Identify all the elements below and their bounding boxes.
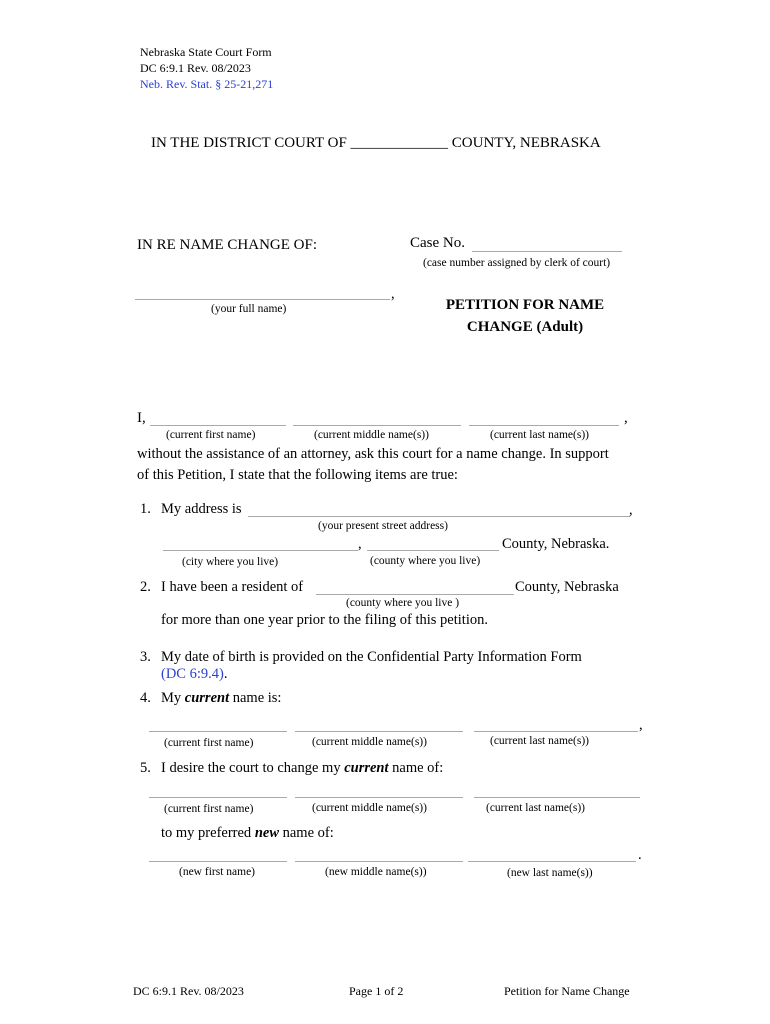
full-name-hint: (your full name) — [211, 303, 287, 315]
new-first-name-field[interactable] — [149, 861, 287, 862]
current-middle-name-field[interactable] — [295, 731, 463, 732]
current-first-name-field[interactable] — [149, 731, 287, 732]
item2-text2: for more than one year prior to the filing of this petition. — [161, 612, 488, 628]
item2-number: 2. — [140, 579, 151, 595]
case-no-label: Case No. — [410, 235, 465, 251]
intro-line1: without the assistance of an attorney, ask this court for a name change. In support — [137, 446, 609, 462]
street-address-hint: (your present street address) — [318, 520, 448, 532]
item5-text — [161, 760, 443, 777]
item4-current-emph: current — [184, 690, 230, 706]
court-heading — [151, 135, 601, 152]
item4-post: name is: — [232, 690, 282, 706]
item3-period: . — [223, 666, 228, 682]
intro-first-hint: (current first name) — [166, 429, 256, 441]
resident-county-field[interactable] — [316, 594, 514, 595]
item2-county-suffix: County, Nebraska — [515, 579, 619, 595]
footer-page-number: Page 1 of 2 — [349, 984, 404, 998]
city-hint: (city where you live) — [182, 556, 279, 568]
item1-comma: , — [629, 502, 633, 518]
form-revision: DC 6:9.1 Rev. 08/2023 — [140, 61, 251, 75]
case-no-hint: (case number assigned by clerk of court) — [423, 257, 611, 269]
county-blank[interactable]: _____________ — [350, 135, 449, 151]
item4-number: 4. — [140, 690, 151, 706]
intro-middle-hint: (current middle name(s)) — [314, 429, 429, 441]
change-last-name-field[interactable] — [474, 797, 640, 798]
item3-number: 3. — [140, 649, 151, 665]
change-first-name-field[interactable] — [149, 797, 287, 798]
county-field[interactable] — [367, 550, 499, 551]
resident-county-hint: (county where you live ) — [346, 597, 460, 609]
item1-text: My address is — [161, 501, 242, 517]
intro-pronoun: I, — [137, 410, 146, 426]
item5-pre: I desire the court to change my — [161, 760, 341, 776]
new-first-hint: (new first name) — [179, 866, 255, 878]
court-prefix: IN THE DISTRICT COURT OF — [151, 135, 347, 151]
item1-county-suffix: County, Nebraska. — [502, 536, 610, 552]
new-name-text — [161, 825, 334, 842]
item1-number: 1. — [140, 501, 151, 517]
new-last-name-field[interactable] — [468, 861, 636, 862]
intro-middle-name-field[interactable] — [293, 425, 461, 426]
item3-text: My date of birth is provided on the Confidential Party Information Form — [161, 649, 582, 665]
item5-number: 5. — [140, 760, 151, 776]
intro-line2: of this Petition, I state that the following items are true: — [137, 467, 458, 483]
intro-first-name-field[interactable] — [150, 425, 286, 426]
new-name-emph: new — [254, 825, 279, 841]
new-name-period: . — [638, 847, 642, 863]
full-name-field[interactable] — [135, 299, 390, 300]
item4-comma: , — [639, 717, 643, 733]
street-address-field[interactable] — [248, 516, 630, 517]
item4-text — [161, 690, 281, 707]
new-middle-hint: (new middle name(s)) — [325, 866, 427, 878]
item5-last-hint: (current last name(s)) — [486, 802, 585, 814]
footer-form-rev: DC 6:9.1 Rev. 08/2023 — [133, 984, 244, 998]
item4-last-hint: (current last name(s)) — [490, 735, 589, 747]
petition-title-line2: CHANGE (Adult) — [466, 319, 584, 335]
change-middle-name-field[interactable] — [295, 797, 463, 798]
city-comma: , — [358, 536, 362, 552]
form-name: Nebraska State Court Form — [140, 45, 272, 59]
new-name-pre: to my preferred — [161, 825, 252, 841]
in-re-label: IN RE NAME CHANGE OF: — [137, 237, 317, 253]
current-last-name-field[interactable] — [474, 731, 638, 732]
new-last-hint: (new last name(s)) — [507, 867, 593, 879]
dc-6-9-4-link[interactable]: (DC 6:9.4) — [161, 666, 224, 682]
item2-text: I have been a resident of — [161, 579, 304, 595]
new-middle-name-field[interactable] — [295, 861, 463, 862]
item4-middle-hint: (current middle name(s)) — [312, 736, 427, 748]
city-field[interactable] — [163, 550, 358, 551]
item4-pre: My — [161, 690, 182, 706]
item5-current-emph: current — [344, 760, 389, 776]
case-no-field[interactable] — [472, 251, 622, 252]
item5-middle-hint: (current middle name(s)) — [312, 802, 427, 814]
footer-title: Petition for Name Change — [504, 984, 630, 998]
petition-title-line1: PETITION FOR NAME — [445, 297, 605, 313]
intro-last-hint: (current last name(s)) — [490, 429, 589, 441]
county-hint: (county where you live) — [370, 555, 481, 567]
item3-link-wrap — [161, 666, 227, 683]
full-name-comma: , — [391, 286, 395, 302]
item5-post: name of: — [392, 760, 444, 776]
intro-last-name-field[interactable] — [469, 425, 619, 426]
intro-comma: , — [624, 410, 628, 426]
court-suffix: COUNTY, NEBRASKA — [451, 135, 601, 151]
statute-link[interactable]: Neb. Rev. Stat. § 25-21,271 — [140, 77, 274, 91]
item5-first-hint: (current first name) — [164, 803, 254, 815]
item4-first-hint: (current first name) — [164, 737, 254, 749]
new-name-post: name of: — [282, 825, 334, 841]
